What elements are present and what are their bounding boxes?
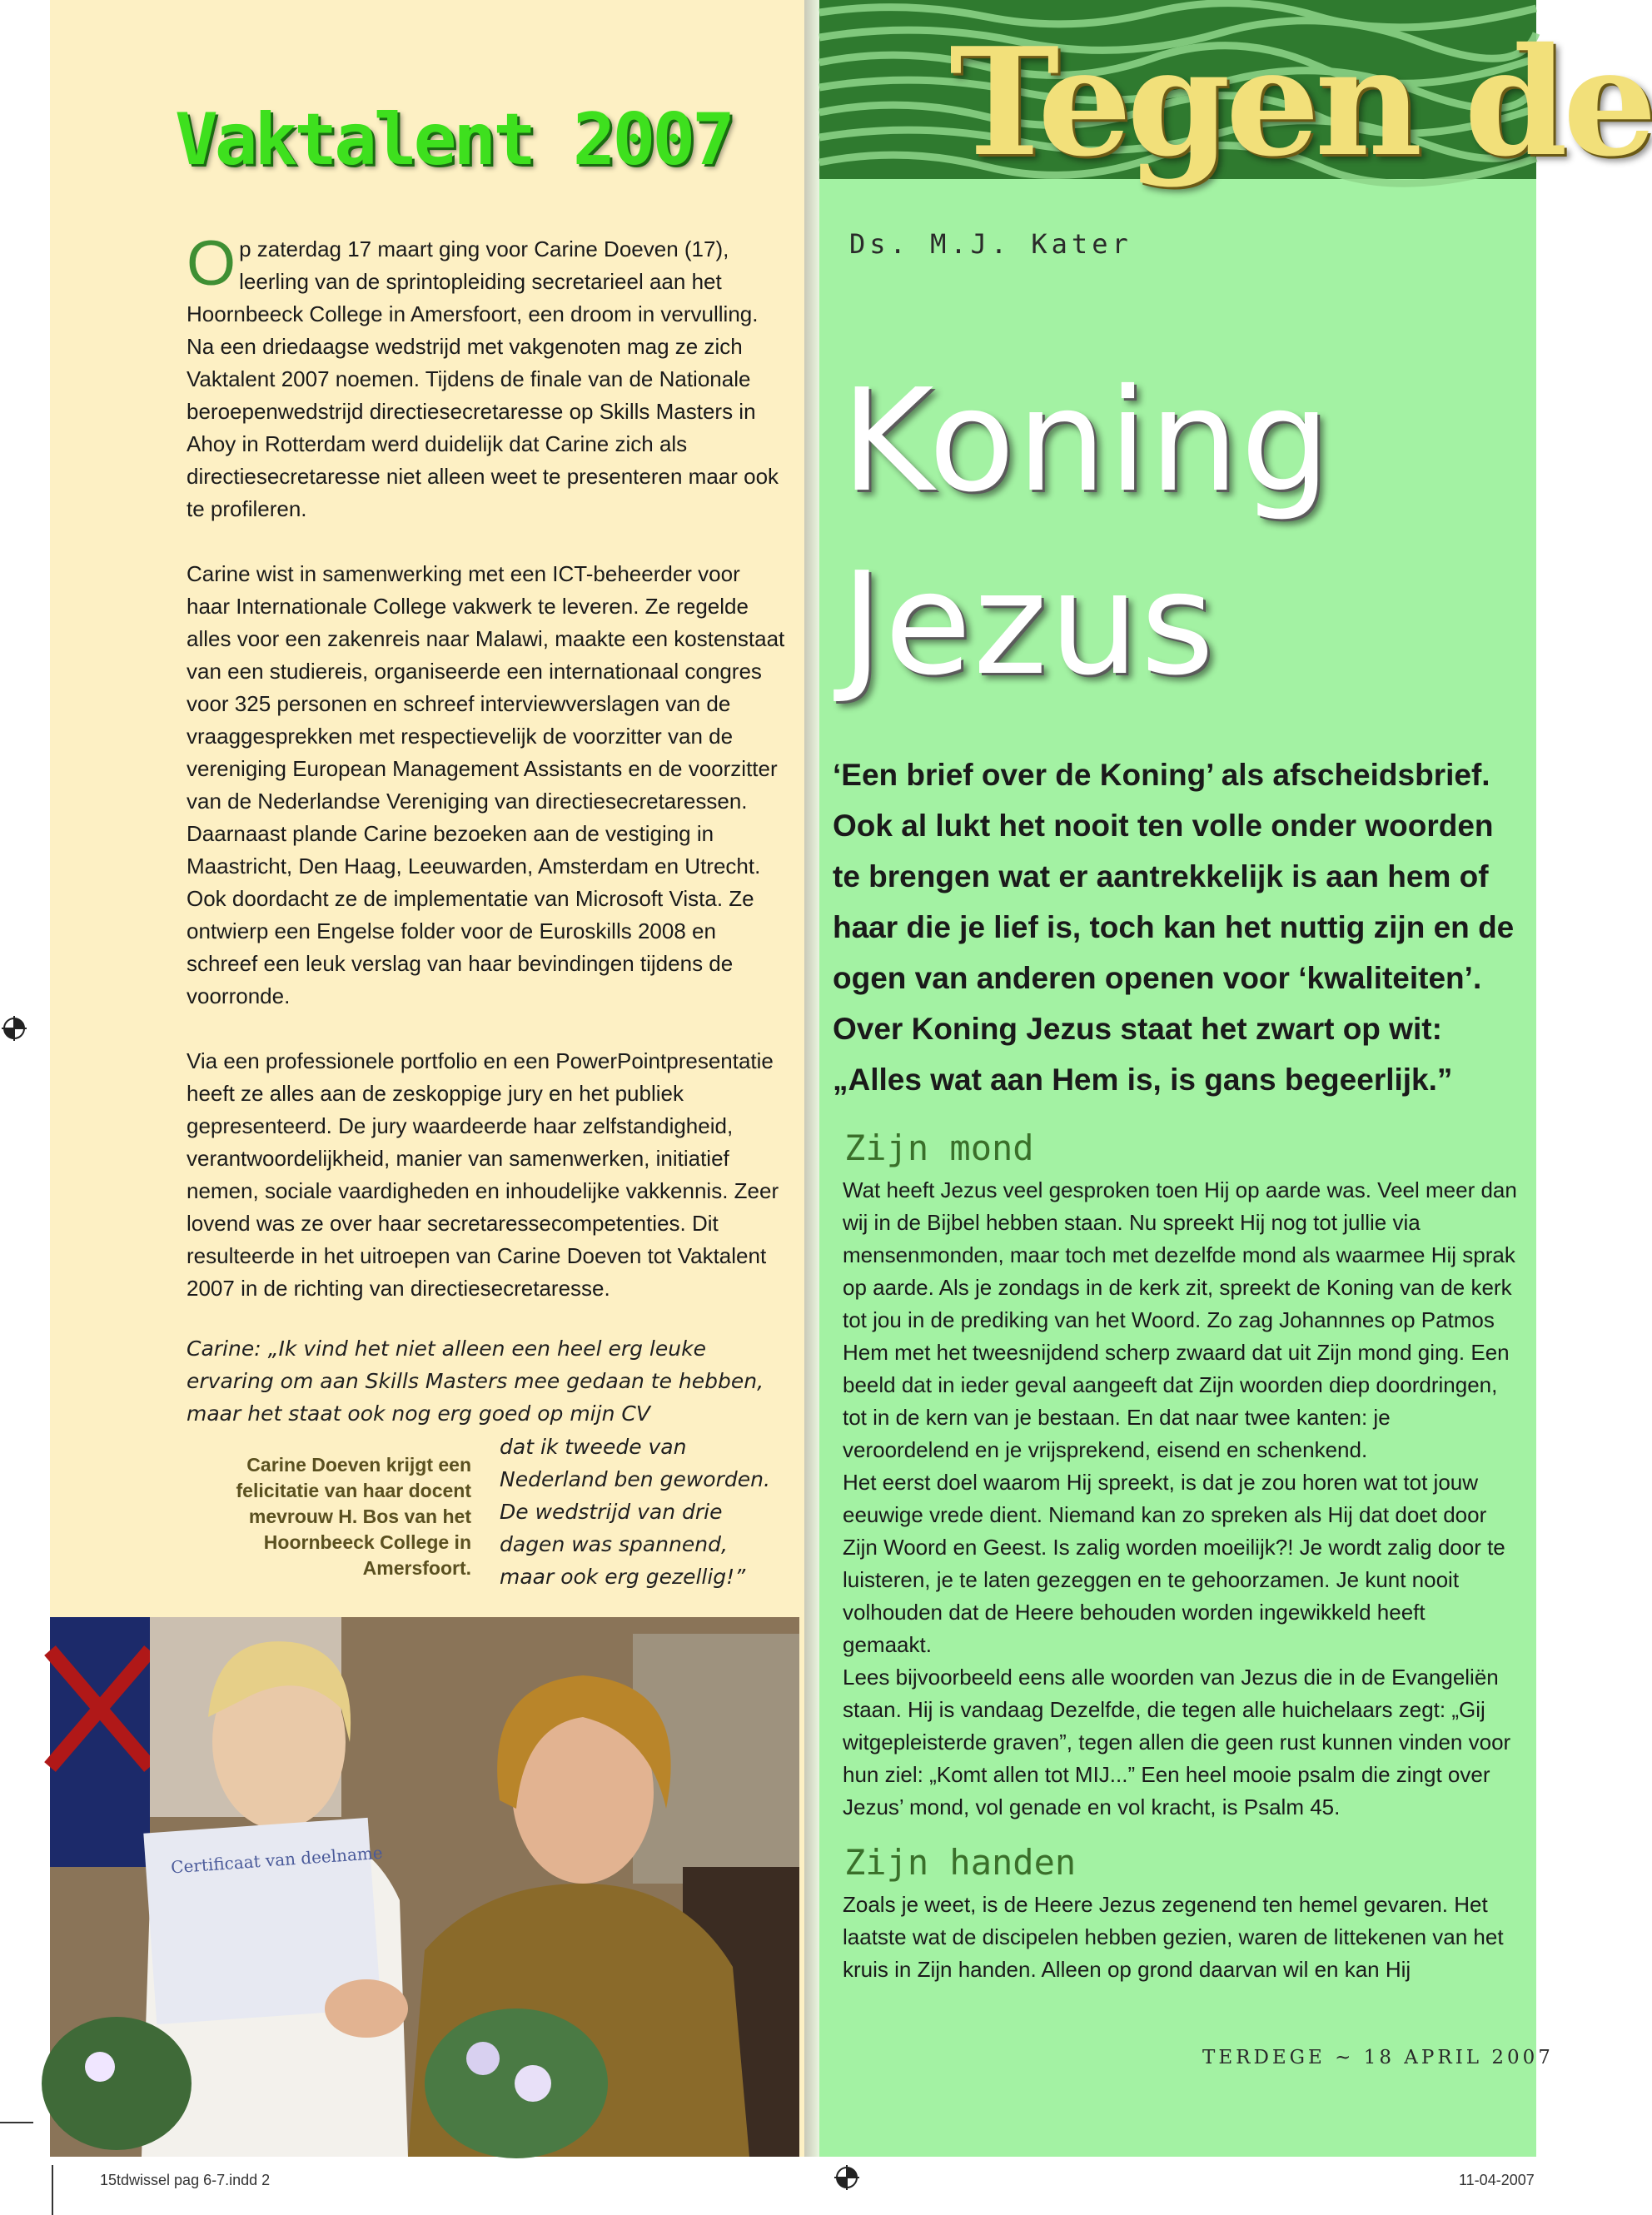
print-file-label: 15tdwissel pag 6-7.indd 2 (100, 2172, 271, 2188)
photo-caption: Carine Doeven krijgt een felicitatie van haar docent mevrouw H. Bos van het Hoornbeeck College in Amersfoort. (236, 1454, 471, 1579)
page-gutter-shadow (804, 0, 819, 2157)
left-page-title: Vaktalent 2007 (175, 98, 732, 182)
subheading-zijn-mond: Zijn mond (844, 1127, 1034, 1168)
award-photo (50, 1617, 799, 2157)
mond-paragraph-1: Wat heeft Jezus veel gesproken toen Hij op aarde was. Veel meer dan wij in de Bijbel hebben staan. Nu spreekt Hij nog tot jullie via mensenmonden, maar toch met dezelfde mond als waarmee Hij sprak op aarde. Als je zondags in de kerk zit, spreekt de Koning van de kerk tot jou in de prediking van het Woord. Zo zag Johannnes op Patmos Hem met het tweesnijdend scherp zwaard dat uit Zijn mond ging. Een beeld dat in ieder geval aangeeft dat Zijn woorden diep doordringen, tot in de kern van je bestaan. En dat naar twee kanten: je veroordelend en je vrijsprekend, eisend en schenkend. (843, 1177, 1517, 1462)
article-intro: ‘Een brief over de Koning’ als afscheidsbrief. Ook al lukt het nooit ten volle onder woorden te brengen wat er aantrekkelijk is aan hem of haar die je lief is, toch kan het nuttig zijn en de ogen van anderen openen voor ‘kwaliteiten’. Over Koning Jezus staat het zwart op wit: „Alles wat aan Hem is, is gans begeerlijk.” (833, 758, 1515, 1097)
header-title: Tegen de (949, 15, 1652, 189)
article-title-line-1: Koning (841, 359, 1332, 524)
subheading-zijn-handen: Zijn handen (844, 1842, 1077, 1883)
left-paragraph-1 (187, 228, 786, 525)
mond-paragraph-2: Het eerst doel waarom Hij spreekt, is dat je zou horen wat tot jouw eeuwige vrede dient. Niemand kan zo spreken als Hij dat doet door Zijn Woord en Geest. Is zalig worden moeilijk?! Je wordt zalig door te luisteren, je te laten gezeggen en te gehoorzamen. Je kunt nooit volhouden dat de Heere behouden worden ingewikkeld heeft gemaakt. (843, 1470, 1505, 1657)
mond-paragraph-3: Lees bijvoorbeeld eens alle woorden van Jezus die in de Evangeliën staan. Hij is vandaag Dezelfde, die tegen alle huichelaars zegt: „Gij witgepleisterde graven”, tegen allen die geen rust kunnen vinden voor hun ziel: „Komt allen tot MIJ...” Een heel mooie psalm die zingt over Jezus’ mond, vol genade en vol kracht, is Psalm 45. (843, 1665, 1511, 1819)
print-date-label: 11-04-2007 (1459, 2172, 1535, 2188)
left-paragraph-1-text: p zaterdag 17 maart ging voor Carine Doeven (17), leerling van de sprintopleiding secretarieel aan het Hoornbeeck College in Amersfoort, een droom in vervulling. Na een driedaagse wedstrijd met vakgenoten mag ze zich Vaktalent 2007 noemen. Tijdens de finale van de Nationale beroepenwedstrijd directiesecretaresse op Skills Masters in Ahoy in Rotterdam werd duidelijk dat Carine zich als directiesecretaresse niet alleen weet te presenteren maar ook te profileren. (187, 236, 779, 521)
photo-illustration (50, 1617, 799, 2157)
left-article-body (187, 228, 786, 1337)
crop-mark (0, 2122, 33, 2123)
carine-quote: Carine: „Ik vind het niet alleen een heel erg leuke ervaring om aan Skills Masters mee gedaan te hebben, maar het staat ook nog erg goed op mijn CV (187, 1336, 764, 1426)
author-byline: Ds. M.J. Kater (849, 228, 1132, 260)
flower-bouquet-left (42, 2017, 192, 2150)
carine-quote-end: dat ik tweede van Nederland ben geworden. De wedstrijd van drie dagen was spannend, maar ook erg gezellig!” (500, 1435, 770, 1589)
registration-mark-icon (833, 2163, 861, 2192)
left-paragraph-3: Via een professionele portfolio en een PowerPointpresentatie heeft ze alles aan de zeskoppige jury en het publiek gepresenteerd. De jury waardeerde haar zelfstandigheid, verantwoordelijkheid, manier van samenwerken, initiatief nemen, sociale vaardigheden en inhoudelijke vakkennis. Zeer lovend was ze over haar secretaressecompetenties. Dit resulteerde in het uitroepen van Carine Doeven tot Vaktalent 2007 in de richting van directiesecretaresse. (187, 1048, 779, 1301)
drop-cap: O (187, 228, 236, 299)
handshake (325, 1979, 408, 2038)
handen-paragraph-1: Zoals je weet, is de Heere Jezus zegenend ten hemel gevaren. Het laatste wat de discipelen hebben gezien, waren de littekenen van het kruis in Zijn handen. Alleen op grond daarvan wil en kan Hij (843, 1892, 1504, 1982)
article-title-line-2: Jezus (841, 542, 1217, 707)
section-mond-body (843, 1174, 1517, 1824)
certificate-text: Certificaat van deelname (170, 1842, 384, 1878)
registration-mark-icon (0, 1014, 28, 1043)
magazine-footer: TERDEGE ~ 18 APRIL 2007 (1202, 2047, 1554, 2068)
section-handen-body (843, 1889, 1517, 1986)
crop-mark (52, 2165, 53, 2215)
left-paragraph-2: Carine wist in samenwerking met een ICT-beheerder voor haar Internationale College vakwerk te leveren. Ze regelde alles voor een zakenreis naar Malawi, maakte een kostenstaat van een studiereis, organiseerde een internationaal congres voor 325 personen en schreef interviewverslagen van de vraaggesprekken met respectievelijk de voorzitter van de vereniging European Management Assistants en de voorzitter van de Nederlandse Vereniging van directiesecretaressen. Daarnaast plande Carine bezoeken aan de vestiging in Maastricht, Den Haag, Leeuwarden, Amsterdam en Utrecht. Ook doordacht ze de implementatie van Microsoft Vista. Ze ontwierp een Engelse folder voor de Euroskills 2008 en schreef een leuk verslag van haar bevindingen tijdens de voorronde. (187, 561, 785, 1008)
